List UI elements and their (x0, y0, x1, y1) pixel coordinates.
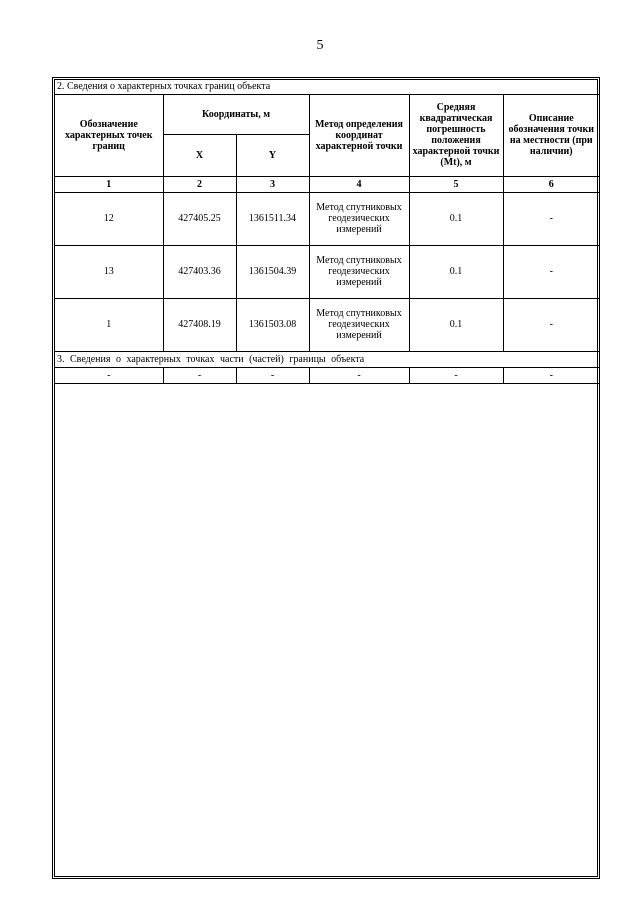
section3-title: 3. Сведения о характерных точках части (частей) границы объекта (55, 351, 599, 367)
x-cell: 427403.36 (163, 245, 236, 298)
empty-cell: - (163, 367, 236, 383)
description-cell: - (503, 298, 599, 351)
points-table (55, 80, 599, 384)
y-cell: 1361511.34 (236, 192, 309, 245)
table-row (55, 298, 599, 351)
header-method: Метод определения координат характерной точки (309, 94, 409, 176)
point-cell: 12 (55, 192, 163, 245)
header-y: Y (236, 134, 309, 176)
error-cell: 0.1 (409, 192, 503, 245)
page-number: 5 (316, 38, 324, 53)
column-number: 4 (309, 176, 409, 192)
x-cell: 427408.19 (163, 298, 236, 351)
header-description: Описание обозначения точки на местности (при наличии) (503, 94, 599, 176)
header-coordinates: Координаты, м (163, 94, 309, 134)
x-cell: 427405.25 (163, 192, 236, 245)
empty-cell: - (55, 367, 163, 383)
table-row (55, 245, 599, 298)
column-numbers-row (55, 176, 599, 192)
empty-cell: - (309, 367, 409, 383)
section2-title: 2. Сведения о характерных точках границ объекта (55, 80, 599, 94)
y-cell: 1361504.39 (236, 245, 309, 298)
error-cell: 0.1 (409, 298, 503, 351)
empty-cell: - (503, 367, 599, 383)
table-row (55, 367, 599, 383)
empty-cell: - (236, 367, 309, 383)
column-number: 6 (503, 176, 599, 192)
table-row (55, 192, 599, 245)
column-number: 5 (409, 176, 503, 192)
error-cell: 0.1 (409, 245, 503, 298)
description-cell: - (503, 192, 599, 245)
method-cell: Метод спутниковых геодезических измерений (309, 245, 409, 298)
document-frame (52, 77, 600, 879)
y-cell: 1361503.08 (236, 298, 309, 351)
document-frame-inner (54, 79, 598, 877)
header-x: X (163, 134, 236, 176)
description-cell: - (503, 245, 599, 298)
point-cell: 1 (55, 298, 163, 351)
header-error: Средняя квадратическая погрешность положения характерной точки (Mt), м (409, 94, 503, 176)
method-cell: Метод спутниковых геодезических измерений (309, 298, 409, 351)
method-cell: Метод спутниковых геодезических измерений (309, 192, 409, 245)
header-designation: Обозначение характерных точек границ (55, 94, 163, 176)
empty-cell: - (409, 367, 503, 383)
point-cell: 13 (55, 245, 163, 298)
column-number: 3 (236, 176, 309, 192)
column-number: 1 (55, 176, 163, 192)
column-number: 2 (163, 176, 236, 192)
